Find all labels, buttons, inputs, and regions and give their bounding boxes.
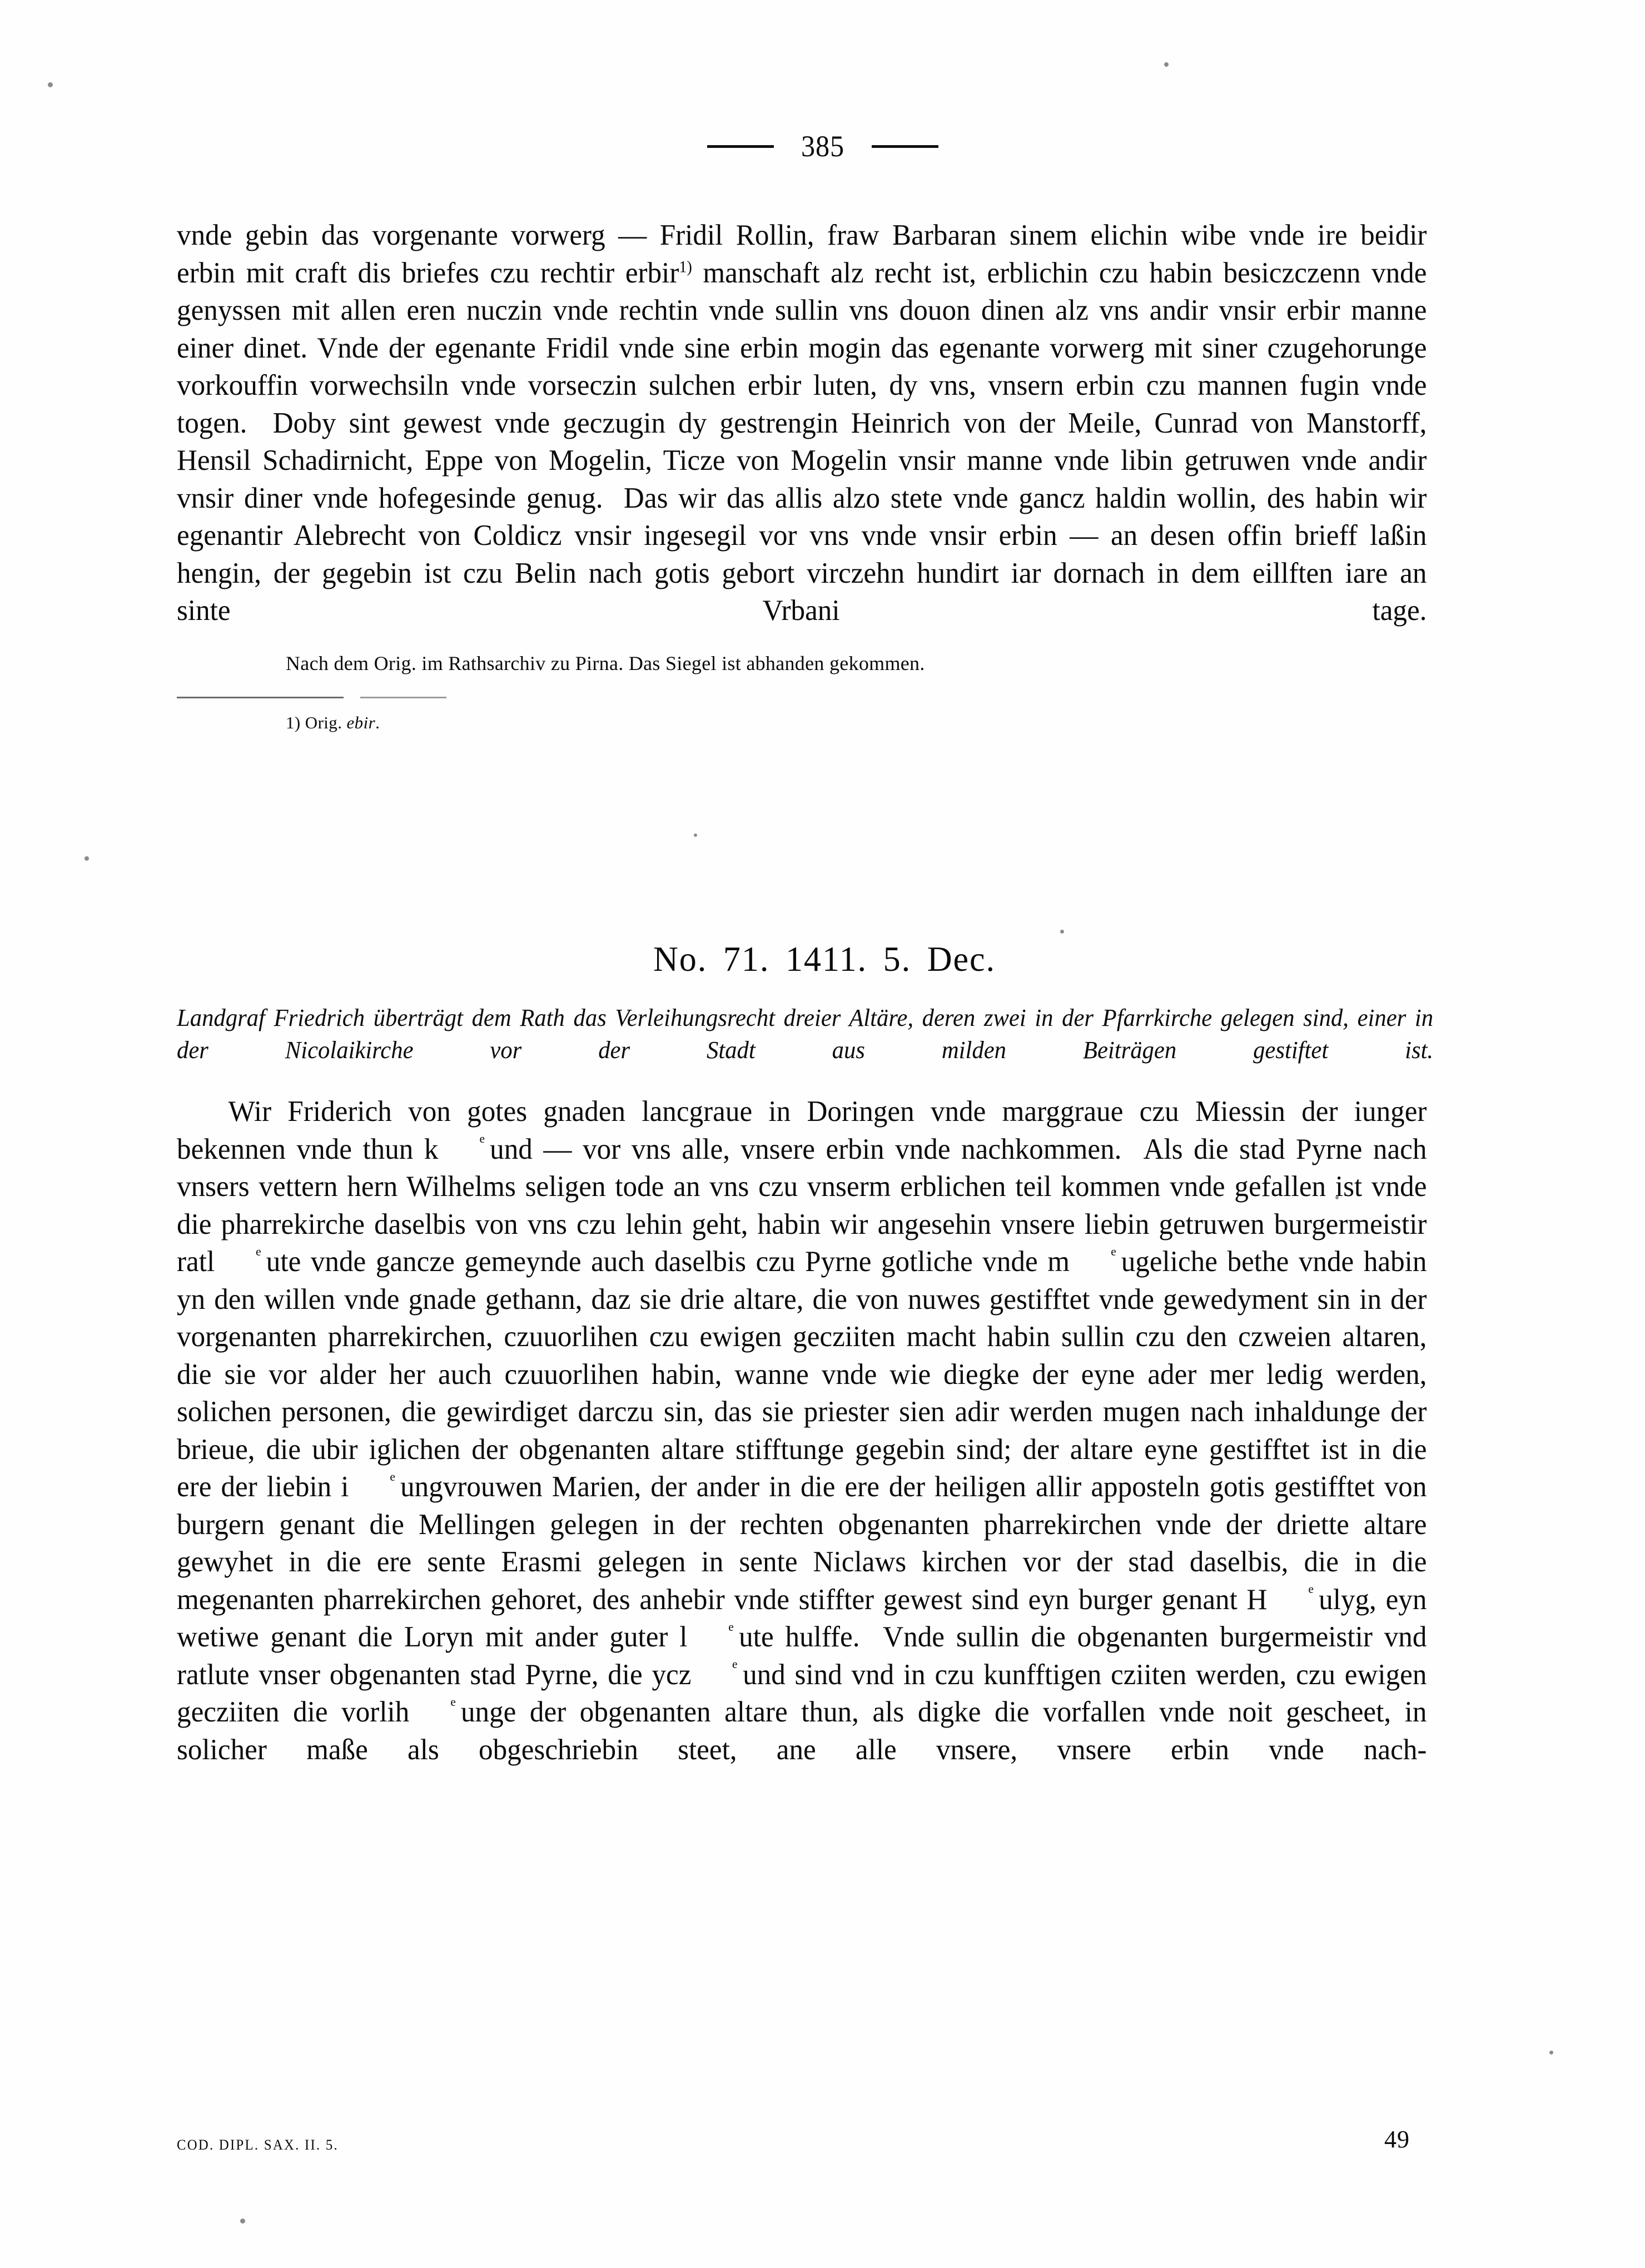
footnote-1-text: Orig. — [305, 712, 347, 732]
source-note: Nach dem Orig. im Rathsarchiv zu Pirna. Das Siegel ist abhanden gekommen. — [286, 652, 925, 674]
charter-71-regest — [177, 1002, 1433, 1066]
scan-speckle — [85, 856, 89, 861]
charter-71-heading: No. 71. 1411. 5. Dec. — [653, 939, 996, 979]
running-head — [0, 131, 1645, 161]
u-with-superscript-e: u e — [409, 1694, 475, 1731]
charter-71-section — [177, 940, 1472, 1769]
page-number: 385 — [801, 130, 844, 163]
charter-70-paragraph: vnde gebin das vorgenante vorwerg — Fridil Rollin, fraw Barbaran sinem elichin wibe vnde ire beidir erbin mit craft dis briefes czu rechtir erbir$^{1)}$ manschaft alz recht ist, erblichin czu habin besiczczenn vnde genyssen mit allen eren nuczin vnde rechtin vnde sullin vns douon dinen alz vns andir vnsir erbir manne einer dinet. Vnde der egenante Fridil vnde sine erbin mogin das egenante vorwerg mit siner czugehorunge vorkouffin vorwechsiln vnde vorseczin sulchen erbir luten, dy vns, vnsern erbin czu mannen fugin vnde togen. Doby sint gewest vnde geczugin dy gestrengin Heinrich von der Meile, Cunrad von Manstorff, Hensil Schadirnicht, Eppe von Mogelin, Ticze von Mogelin vnsir manne vnde libin getruwen vnde andir vnsir diner vnde hofegesinde genug. Das wir das allis alzo stete vnde gancz haldin wollin, des habin wir egenantir Alebrecht von Coldicz vnsir ingesegil vor vns vnde vnsir erbin — an desen offin brieff laßin hengin, der gegebin ist czu Belin nach gotis gebort virczehn hundirt iar dornach in dem eillften iare an sinte Vrbani tage. — [177, 219, 1427, 627]
scan-speckle — [1164, 62, 1169, 67]
scan-speckle — [1549, 2051, 1553, 2054]
superscript-e: e — [450, 1695, 456, 1709]
footnote-separator — [177, 689, 1472, 706]
footnote-rule-segment-1 — [177, 697, 344, 698]
footnote-reference-1[interactable]: 1) — [679, 257, 692, 276]
regest-line-1: Landgraf Friedrich überträgt dem Rath das Verleihungsrecht dreier Altäre, deren zwei in der — [177, 1004, 1094, 1032]
u-with-superscript-e: u e — [691, 1656, 757, 1694]
u-with-superscript-e: u e — [215, 1243, 280, 1281]
superscript-e: e — [728, 1620, 734, 1634]
footnote-1 — [177, 711, 1472, 735]
superscript-e: e — [1110, 1244, 1116, 1258]
superscript-e: e — [255, 1244, 261, 1258]
u-with-superscript-e: u e — [349, 1468, 414, 1506]
scan-speckle — [48, 82, 53, 87]
scan-speckle — [1060, 930, 1064, 934]
page-footer — [177, 2125, 1472, 2153]
superscript-e: e — [1308, 1582, 1314, 1596]
u-with-superscript-e: u e — [1267, 1581, 1333, 1619]
superscript-e: e — [390, 1470, 395, 1483]
scan-speckle — [240, 2219, 245, 2224]
u-with-superscript-e: u e — [438, 1131, 504, 1169]
signature-line: COD. DIPL. SAX. II. 5. — [177, 2137, 339, 2153]
head-rule-left — [707, 145, 774, 148]
u-with-superscript-e: u e — [1070, 1243, 1135, 1281]
regest-line-2: Pfarrkirche gelegen sind, einer in der Nicolaikirche vor der Stadt aus milden Beiträgen gestiftet ist. — [177, 1004, 1434, 1064]
superscript-e: e — [732, 1657, 738, 1671]
footnote-1-tail: . — [375, 712, 380, 732]
charter-70-section — [177, 217, 1472, 735]
charter-71-body: Wir Friderich von gotes gnaden lancgraue in Doringen vnde marggraue czu Miessin der iunger bekennen vnde thun k u e nd — vor vns alle, vnsere erbin vnde nachkommen. Als die stad Pyrne nach vnsers vettern hern Wilhelms seligen tode an vns czu vnserm erblichen teil kommen vnde gefallen ist vnde die pharrekirche daselbis von vns czu lehin geht, habin wir angesehin vnsere liebin getruwen burgermeistir ratl u e te vnde gancze gemeynde auch daselbis czu Pyrne gotliche vnde m u e geliche bethe vnde habin yn den willen vnde gnade gethann, daz sie drie altare, die von nuwes gestifftet vnde gewedyment sin in der vorgenanten pharrekirchen, czuuorlihen czu ewigen gecziiten macht habin sullin czu den czweien altaren, die sie vor alder her auch czuuorlihen habin, wanne vnde wie diegke der eyne ader mer ledig werden, solichen personen, die gewirdiget darczu sin, das sie priester sien adir werden mugen nach inhaldunge der brieue, die ubir iglichen der obgenanten altare stifftunge gegebin sind; der altare eyne gestifftet ist in die ere der liebin i u e ngvrouwen Marien, der ander in die ere der heiligen allir apposteln gotis gestifftet von burgern genant die Mellingen gelegen in der rechten obgenanten pharrekirchen vnde der driette altare gewyhet in die ere sente Erasmi gelegen in sente Niclaws kirchen vor der stad daselbis, die in die megenanten pharrekirchen gehoret, des anhebir vnde stiffter gewest sind eyn burger genant H u e lyg, eyn wetiwe genant die Loryn mit ander guter l u e te hulffe. Vnde sullin die obgenanten burgermeistir vnd ratlute vnser obgenanten stad Pyrne, die ycz u e nd sind vnd in czu kunfftigen cziiten werden, czu ewigen gecziiten die vorlih u e nge der obgenanten altare thun, als digke die vorfallen vnde noit gescheet, in solicher maße als obgeschriebin steet, ane alle vnsere, vnsere erbin vnde nach- — [177, 1095, 1427, 1766]
footnote-1-italic-word: ebir — [346, 712, 376, 732]
superscript-e: e — [479, 1131, 485, 1146]
footnote-1-marker: 1) — [286, 712, 301, 732]
u-with-superscript-e: u e — [688, 1619, 753, 1656]
signature-number: 49 — [1384, 2126, 1410, 2153]
head-rule-right — [872, 145, 938, 148]
scan-speckle — [694, 833, 697, 837]
footnote-rule-segment-2 — [360, 697, 446, 698]
